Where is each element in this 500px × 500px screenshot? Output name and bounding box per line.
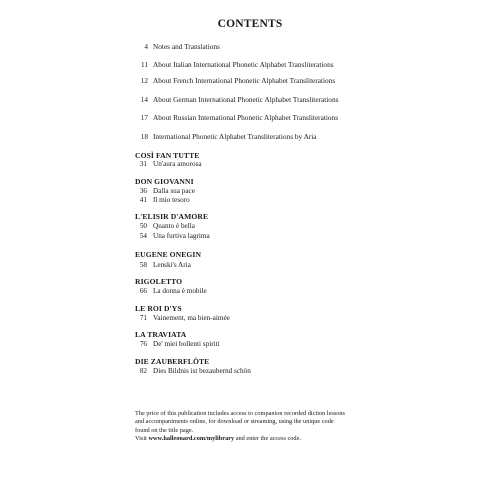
aria-item bbox=[0, 260, 500, 270]
aria-item bbox=[0, 313, 500, 323]
footer-line: and accompaniments online, for download or streaming, using the unique code bbox=[135, 418, 334, 426]
page-number: 14 bbox=[140, 95, 148, 104]
intro-title: About Italian International Phonetic Alphabet Transliterations bbox=[153, 60, 334, 69]
footer-line: The price of this publication includes access to companion recorded diction lessons bbox=[135, 410, 346, 417]
aria-item bbox=[0, 286, 500, 296]
library-url: www.halleonard.com/mylibrary bbox=[148, 435, 235, 443]
intro-item bbox=[0, 112, 500, 124]
page-number: 66 bbox=[139, 287, 147, 295]
opera-title: DIE ZAUBERFLÖTE bbox=[135, 357, 210, 366]
page-number: 71 bbox=[139, 314, 147, 322]
visit-suffix: and enter the access code. bbox=[234, 435, 301, 443]
intro-title: About Russian International Phonetic Alphabet Transliterations bbox=[153, 113, 339, 122]
opera-title: EUGENE ONEGIN bbox=[135, 250, 202, 259]
page-number: 58 bbox=[139, 261, 147, 269]
opera-title: LA TRAVIATA bbox=[135, 330, 187, 339]
aria-item bbox=[0, 366, 500, 376]
page-number: 50 bbox=[139, 222, 147, 230]
aria-title: Un'aura amorosa bbox=[153, 160, 202, 168]
footer-line: found on the title page. bbox=[135, 426, 194, 434]
intro-item bbox=[0, 94, 500, 106]
aria-item bbox=[0, 231, 500, 241]
page-number: 36 bbox=[139, 187, 147, 195]
aria-item bbox=[0, 339, 500, 349]
aria-title: Quanto è bella bbox=[153, 222, 195, 230]
aria-title: Il mio tesoro bbox=[153, 196, 190, 204]
opera-title: LE ROI D'YS bbox=[135, 304, 182, 313]
page-number: 17 bbox=[140, 113, 148, 122]
aria-title: Lenski's Aria bbox=[153, 261, 191, 269]
page-number: 12 bbox=[140, 76, 148, 85]
page-number: 11 bbox=[140, 60, 148, 69]
opera-title: DON GIOVANNI bbox=[135, 177, 194, 186]
aria-item bbox=[0, 159, 500, 169]
intro-item bbox=[0, 59, 500, 71]
page-number: 18 bbox=[140, 132, 148, 141]
page-number: 4 bbox=[144, 42, 148, 51]
aria-item bbox=[0, 195, 500, 205]
aria-title: De' miei bollenti spiriti bbox=[153, 340, 220, 348]
visit-prefix: Visit bbox=[135, 435, 149, 443]
intro-item bbox=[0, 41, 500, 53]
aria-title: Dies Bildnis ist bezaubernd schön bbox=[153, 367, 251, 375]
page-title: CONTENTS bbox=[217, 18, 283, 30]
intro-title: Notes and Translations bbox=[153, 42, 220, 51]
page-number: 76 bbox=[139, 340, 147, 348]
page-number: 82 bbox=[139, 367, 147, 375]
opera-title: RIGOLETTO bbox=[135, 277, 183, 286]
footer-visit-line bbox=[135, 435, 375, 443]
opera-title: L'ELISIR D'AMORE bbox=[135, 212, 209, 221]
aria-title: Dalla sua pace bbox=[153, 187, 195, 195]
page-number: 54 bbox=[139, 232, 147, 240]
page-number: 41 bbox=[139, 196, 147, 204]
intro-title: About French International Phonetic Alphabet Transliterations bbox=[153, 76, 336, 85]
opera-title: COSÌ FAN TUTTE bbox=[135, 151, 200, 160]
aria-title: Vainement, ma bien-aimée bbox=[153, 314, 230, 322]
aria-title: Una furtiva lagrima bbox=[153, 232, 210, 240]
intro-title: About German International Phonetic Alphabet Transliterations bbox=[153, 95, 339, 104]
footer-note bbox=[135, 410, 375, 444]
aria-title: La donna è mobile bbox=[153, 287, 207, 295]
intro-item bbox=[0, 131, 500, 143]
aria-item bbox=[0, 221, 500, 231]
page-number: 31 bbox=[139, 160, 147, 168]
intro-title: International Phonetic Alphabet Transliterations by Aria bbox=[153, 132, 317, 141]
intro-item bbox=[0, 75, 500, 87]
